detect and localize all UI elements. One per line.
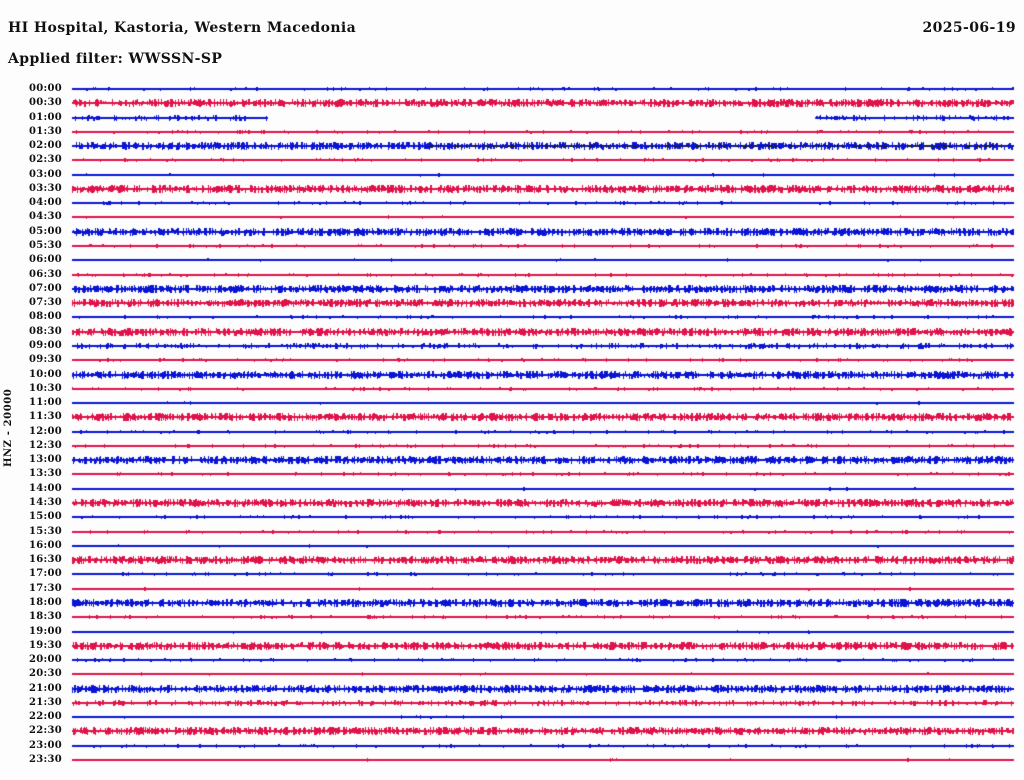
time-label: 06:30: [28, 269, 62, 280]
time-label: 18:00: [28, 597, 62, 608]
time-label: 16:30: [28, 554, 62, 565]
time-label: 20:00: [28, 654, 62, 665]
time-label: 05:30: [28, 240, 62, 251]
time-label: 08:30: [28, 326, 62, 337]
time-label: 19:30: [28, 640, 62, 651]
header: [8, 20, 1016, 36]
time-label: 11:00: [28, 397, 62, 408]
time-label: 11:30: [28, 411, 62, 422]
time-label: 10:00: [28, 369, 62, 380]
time-label: 09:00: [28, 340, 62, 351]
time-label: 05:00: [28, 226, 62, 237]
applied-filter-label: Applied filter: WWSSN-SP: [8, 51, 223, 67]
time-label: 12:00: [28, 426, 62, 437]
time-label: 14:30: [28, 497, 62, 508]
time-label: 21:30: [28, 697, 62, 708]
time-label: 16:00: [28, 540, 62, 551]
time-label: 04:00: [28, 197, 62, 208]
time-axis-labels: [0, 0, 62, 780]
time-label: 15:00: [28, 511, 62, 522]
time-label: 14:00: [28, 483, 62, 494]
time-label: 09:30: [28, 354, 62, 365]
time-label: 22:00: [28, 711, 62, 722]
time-label: 18:30: [28, 611, 62, 622]
date-label: 2025-06-19: [922, 20, 1016, 36]
time-label: 15:30: [28, 526, 62, 537]
time-label: 06:00: [28, 254, 62, 265]
time-label: 03:00: [28, 169, 62, 180]
time-label: 19:00: [28, 626, 62, 637]
time-label: 12:30: [28, 440, 62, 451]
time-label: 13:00: [28, 454, 62, 465]
time-label: 10:30: [28, 383, 62, 394]
time-label: 17:00: [28, 568, 62, 579]
time-label: 01:00: [28, 112, 62, 123]
time-label: 23:00: [28, 740, 62, 751]
time-label: 02:00: [28, 140, 62, 151]
time-label: 13:30: [28, 468, 62, 479]
time-label: 20:30: [28, 668, 62, 679]
time-label: 01:30: [28, 126, 62, 137]
time-label: 21:00: [28, 683, 62, 694]
time-label: 00:00: [28, 83, 62, 94]
channel-scale-label: HNZ - 20000: [3, 388, 14, 467]
time-label: 03:30: [28, 183, 62, 194]
time-label: 07:00: [28, 283, 62, 294]
time-label: 17:30: [28, 583, 62, 594]
time-label: 02:30: [28, 154, 62, 165]
time-label: 07:30: [28, 297, 62, 308]
time-label: 22:30: [28, 725, 62, 736]
station-title: HI Hospital, Kastoria, Western Macedonia: [8, 20, 357, 36]
time-label: 08:00: [28, 311, 62, 322]
time-label: 00:30: [28, 97, 62, 108]
time-label: 23:30: [28, 754, 62, 765]
time-label: 04:30: [28, 211, 62, 222]
